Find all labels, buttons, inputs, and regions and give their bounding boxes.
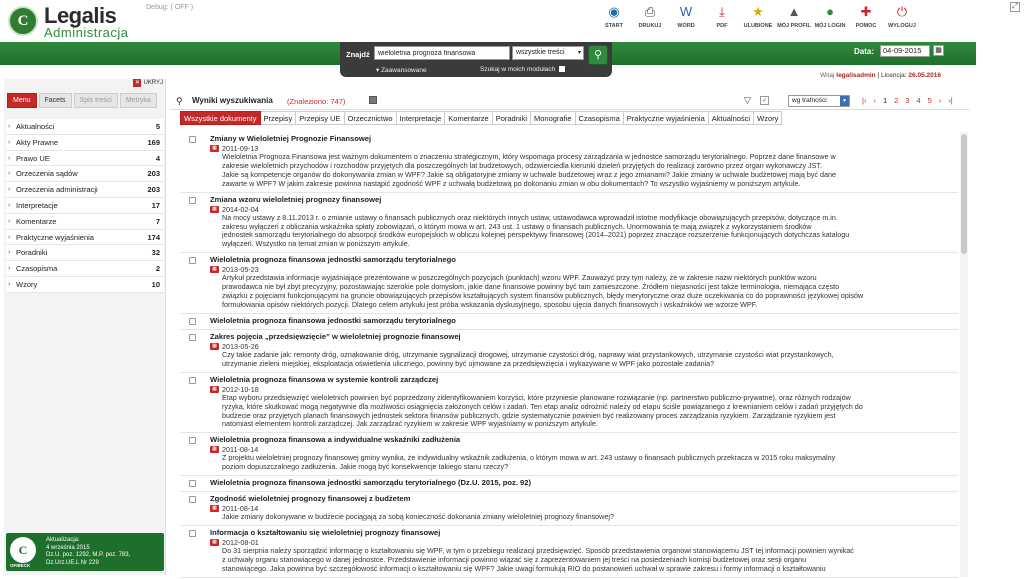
toolbar-label: START <box>605 23 623 29</box>
search-bar <box>0 42 976 74</box>
result-date-value: 2014-02-04 <box>222 204 259 214</box>
chevron-right-icon: › <box>8 249 11 257</box>
result-snippet-line: utrzymanie zieleni miejskiej, eksploatacja oświetlenia ulicznego, powinny być ujmowane za przedsięwzięcia i wykazywane w WPF jako pozostałe zadania? <box>222 358 715 368</box>
sidebar-item[interactable] <box>6 277 164 293</box>
sidebar-item[interactable] <box>6 182 164 198</box>
page-link[interactable]: 2 <box>894 96 899 105</box>
result-snippet-line: Czy takie zadanie jak: remonty dróg, oznakowanie dróg, utrzymanie sygnalizacji drogowej, utrzymanie czystości dróg, naprawy wiat przystankowych, utrzymanie czystości wiat przystankowych, <box>222 349 834 359</box>
scrollbar[interactable] <box>960 132 968 577</box>
result-date <box>210 144 958 153</box>
select-all-icon[interactable]: ✓ <box>761 98 768 104</box>
sidebar-item-count: 4 <box>155 153 160 163</box>
sidebar-item-label: Prawo UE <box>16 153 50 163</box>
result-date <box>210 538 958 547</box>
calendar-icon: ▦ <box>210 266 219 273</box>
sidebar-item[interactable] <box>6 151 164 167</box>
sidebar-item-count: 10 <box>151 279 160 289</box>
result-title[interactable]: Wieloletnia prognoza finansowa w systemie kontroli zarządczej <box>210 374 439 384</box>
publisher-logo-text: OFIBECK <box>10 563 31 568</box>
toolbar-button-pomoc[interactable] <box>848 2 884 29</box>
sidebar-tabs <box>7 93 157 108</box>
chevron-right-icon: › <box>8 170 11 178</box>
result-title[interactable]: Informacja o kształtowaniu się wieloletniej prognozy finansowej <box>210 528 441 538</box>
sidebar-item-label: Praktyczne wyjaśnienia <box>16 232 94 242</box>
result-date-value: 2011-09-13 <box>222 144 259 153</box>
result-snippet-line: poziom dopuszczalnego zadłużenia. Jakie mogą być konsekwencje takiego stanu rzeczy? <box>222 462 509 472</box>
page-link[interactable]: 4 <box>916 96 921 105</box>
chevron-right-icon: › <box>8 123 11 130</box>
result-title[interactable]: Wieloletnia prognoza finansowa a indywidualne wskaźniki zadłużenia <box>210 435 461 445</box>
result-checkbox[interactable] <box>189 197 196 204</box>
logout-icon: ⏻ <box>896 4 908 19</box>
result-snippet-line: budżecie oraz przyjętych planach finansowych jednostek sektora finansów publicznych, gdzie systematycznie powinien być realizowany proces zarządzania ryzykiem. Zarządzanie ryzykiem jest <box>222 410 836 420</box>
login-icon: ● <box>826 4 834 19</box>
toolbar-button-pdf[interactable] <box>704 2 740 29</box>
result-snippet-line: Wieloletnia Prognoza Finansowa jest ważnym dokumentem o znaczeniu strategicznym, który wspomaga procesy zarządzania w jednostce samorządu terytorialnego. Poprzez dane finansowe w <box>222 152 836 161</box>
result-checkbox[interactable] <box>189 530 196 537</box>
user-name[interactable]: legalisadmin <box>836 72 876 79</box>
toolbar-button-mój-profil[interactable] <box>776 2 812 29</box>
result-checkbox[interactable] <box>189 437 196 444</box>
toolbar-button-word[interactable] <box>668 2 704 29</box>
sidebar-item-count: 169 <box>147 137 160 147</box>
search-scope-value: wszystkie treści <box>516 49 565 56</box>
chevron-right-icon: › <box>8 201 11 209</box>
result-snippet-line: ryzyka, które skutkować mogą negatywnie dla możliwości osiągnięcia założonych celów i zadań. Ten etap analiz odrożnić należy od etapu ściśle powiązanego z krewnianiem celów i zadań przyjętych do <box>222 401 863 411</box>
sidebar <box>4 79 166 575</box>
result-date-value: 2013-05-26 <box>222 341 259 351</box>
header <box>0 0 1024 42</box>
filter-icon[interactable]: ▽ <box>744 95 751 105</box>
toolbar-button-start[interactable] <box>596 2 632 29</box>
toolbar-label: POMOC <box>855 23 877 29</box>
result-checkbox[interactable] <box>189 257 196 264</box>
sidebar-tab[interactable]: Facets <box>39 93 72 108</box>
page-link[interactable]: 1 <box>882 96 888 105</box>
sidebar-item[interactable] <box>6 198 164 214</box>
search-in-modules-option[interactable] <box>480 66 565 73</box>
chevron-right-icon: › <box>8 233 11 241</box>
update-info-text <box>46 537 130 567</box>
sidebar-list <box>6 119 164 293</box>
update-info-line: 4 września 2015 <box>46 544 90 551</box>
toolbar-label: WORD <box>677 23 695 29</box>
chevron-right-icon: › <box>8 186 11 194</box>
result-snippet-line: z uchwały organu stanowiącego w danej jednostce. Przedstawienie informacji powinno wiązać się z zaprezentowaniem jej treści na posiedzeniach komisji budżetowej oraz sesji organu <box>222 554 807 564</box>
result-date <box>210 504 958 513</box>
page-link[interactable]: ‹ <box>873 96 876 105</box>
search-scope-select[interactable] <box>512 46 584 60</box>
result-title[interactable]: Zmiana wzoru wieloletniej prognozy finansowej <box>210 194 382 204</box>
start-icon: ◉ <box>608 4 620 19</box>
results-tab[interactable]: Poradniki <box>493 111 531 125</box>
search-label: Znajdź <box>346 50 370 59</box>
results-tab[interactable]: Orzecznictwo <box>345 111 397 125</box>
sidebar-item-label: Orzeczenia administracji <box>16 185 98 195</box>
sidebar-item-label: Interpretacje <box>16 200 58 210</box>
results-tab[interactable]: Praktyczne wyjaśnienia <box>624 111 709 125</box>
result-snippet-line: Na mocy ustawy z 8.11.2013 r. o zmianie ustawy o finansach publicznych oraz niektórych innych ustaw, ustawodawca wprowadził istotne modyfikacje obowiązujących przepisów, dotyczące m.in. <box>222 212 838 222</box>
page-link[interactable]: 5 <box>927 96 932 105</box>
result-snippet-line: Jakie są kompetencje organów do dokonywania zmian w WPF? Jakie są obligatoryjne zmiany w uchwale budżetowej wraz z jego zmianami? Jakie zmiany w uchwale budżetowej mają być dane <box>222 169 837 179</box>
calendar-icon: ▦ <box>210 386 219 393</box>
result-snippet-line: wyłączeń. Wszystko na temat zmian w poniższym artykule. <box>222 239 410 249</box>
sidebar-item-count: 2 <box>155 264 160 274</box>
sidebar-item[interactable] <box>6 245 164 261</box>
sidebar-tab[interactable]: Menu <box>7 93 37 108</box>
hide-sidebar-label: UKRYJ <box>143 80 163 86</box>
result-date-value: 2011-08-14 <box>222 504 259 514</box>
printer-icon: ⎙ <box>644 4 656 19</box>
result-checkbox[interactable] <box>189 377 196 384</box>
result-item <box>180 492 958 526</box>
sidebar-item-label: Akty Prawne <box>16 137 59 147</box>
search-in-modules-label: Szukaj w moich modułach <box>480 66 556 73</box>
sidebar-item[interactable] <box>6 166 164 182</box>
page-link[interactable]: 3 <box>905 96 910 105</box>
sidebar-item-label: Komentarze <box>16 216 57 226</box>
toolbar-label: MÓJ PROFIL <box>777 23 811 29</box>
sidebar-item-count: 5 <box>155 122 160 131</box>
update-info-line: Dz.U. poz. 1292, M.P. poz. 783, <box>46 552 131 558</box>
toolbar-label: DRUKUJ <box>638 23 662 29</box>
chevron-right-icon: › <box>8 280 11 288</box>
user-info <box>820 72 941 79</box>
result-item <box>180 526 958 578</box>
user-greeting: Witaj <box>820 72 835 79</box>
pagination <box>862 96 953 105</box>
licence-label: | Licencja: <box>877 72 909 79</box>
result-item <box>180 314 958 330</box>
date-label: Data: <box>854 47 875 56</box>
result-date <box>210 445 958 454</box>
sidebar-item-count: 203 <box>147 185 160 195</box>
search-in-modules-checkbox[interactable] <box>559 66 565 72</box>
sort-value: wg trafności <box>792 97 827 104</box>
result-date-value: 2011-08-14 <box>222 445 259 455</box>
publisher-logo-icon: C <box>10 537 36 563</box>
result-snippet-line: związku z pojęciami funkcjonującymi na gruncie obowiązujących przepisów kształtujących system finansów publicznych, błędy merytoryczne oraz duże oczekiwania co do poprawności językowej opisów <box>222 291 864 301</box>
brand-logo-icon[interactable]: C <box>8 6 38 36</box>
sidebar-item-label: Poradniki <box>16 248 48 258</box>
chevron-right-icon: › <box>8 265 11 273</box>
result-date <box>210 342 958 351</box>
result-snippet-line: prawodawca nie był zbyt precyzyjny, pozostawiając szerokie pole domysłom, jakie dane finansowe powinny być tam zamieszczone. Źródłem niejasności jest także terminologia, niemająca często <box>222 282 840 292</box>
result-item <box>180 373 958 434</box>
result-title[interactable]: Zgodność wieloletniej prognozy finansowej z budżetem <box>210 494 411 504</box>
result-item <box>180 433 958 476</box>
results-tab[interactable]: Czasopisma <box>576 111 624 125</box>
calendar-icon: ▦ <box>210 145 219 152</box>
save-icon[interactable] <box>369 96 377 104</box>
toolbar-label: MÓJ LOGIN <box>814 23 846 29</box>
sidebar-tab[interactable]: Metryka <box>120 93 157 108</box>
sidebar-item-count: 203 <box>147 169 160 179</box>
result-checkbox[interactable] <box>189 496 196 503</box>
sidebar-item-count: 17 <box>151 200 160 210</box>
result-checkbox[interactable] <box>189 136 196 143</box>
result-date-value: 2012-10-18 <box>222 384 259 394</box>
word-icon: W <box>679 4 693 19</box>
toolbar-label: WYLOGUJ <box>888 23 916 29</box>
toolbar-button-mój-login[interactable] <box>812 2 848 29</box>
results-tab[interactable]: Wszystkie dokumenty <box>180 111 261 125</box>
sidebar-item-count: 32 <box>151 248 160 258</box>
update-info-line: Aktualizacja: <box>46 537 80 543</box>
result-snippet-line: jednostek samorządu terytorialnego do absorpcji środków europejskich w obliczu kolejnej perspektywy finansowej (2014–2021) poprzez znaczące rozszerzenie funkcjonujących dotychczas katalogu <box>222 230 850 240</box>
sidebar-item[interactable] <box>6 230 164 246</box>
chevron-down-icon: ▼ <box>840 96 849 106</box>
chevron-down-icon: ▾ <box>577 50 581 56</box>
chevron-right-icon: › <box>8 154 11 162</box>
result-item <box>180 132 958 193</box>
sidebar-item[interactable] <box>6 135 164 151</box>
results-tab[interactable]: Przepisy <box>261 111 297 125</box>
results-tab[interactable]: Komentarze <box>445 111 492 125</box>
expand-icon[interactable]: ⤢ <box>1010 2 1020 12</box>
result-title[interactable]: Zmiany w Wieloletniej Prognozie Finansowej <box>210 134 372 143</box>
result-snippet-line: Jakie zmiany dokonywane w budżecie pociągają za sobą konieczność dokonania zmiany wieloletniej prognozy finansowej? <box>222 512 614 522</box>
toolbar-button-drukuj[interactable] <box>632 2 668 29</box>
result-snippet-line: Artykuł przedstawia informacje wyjaśniające prezentowane w poszczególnych pozycjach (punktach) wzoru WPF. Zauważyć przy tym należy, że w zakresie nazw niektórych punktów wzoru <box>222 273 817 283</box>
update-info-panel <box>6 533 164 571</box>
results-tab[interactable]: Monografie <box>531 111 576 125</box>
close-icon: ✕ <box>134 80 140 86</box>
toolbar-label: ULUBIONE <box>743 23 773 29</box>
star-icon: ★ <box>752 4 764 19</box>
sidebar-item-label: Czasopisma <box>16 264 58 274</box>
result-date <box>210 265 958 274</box>
sidebar-item[interactable] <box>6 214 164 230</box>
results-tab[interactable]: Przepisy UE <box>296 111 344 125</box>
search-icon: ⚲ <box>593 49 603 61</box>
result-snippet-line: natomiast elementem kontroli zarządczej. Jak zarządzać ryzykiem w zakresie WPF wyjaśniamy w poniższym artykule. <box>222 419 598 429</box>
result-title[interactable]: Wieloletnia prognoza finansowa jednostki samorządu terytorialnego <box>210 255 456 265</box>
search-button[interactable] <box>588 45 608 65</box>
sort-select[interactable] <box>788 95 850 107</box>
result-item <box>180 193 958 254</box>
result-snippet-line: Z projektu wieloletniej prognozy finansowej gminy wynika, że indywidualny wskaźnik zadłużenia, o którym mowa w art. 243 ustawy o finansach publicznych przekracza w 2015 roku maksymalny <box>222 453 836 463</box>
results-title: Wyniki wyszukiwania <box>192 96 273 105</box>
main-content <box>170 92 972 579</box>
toolbar <box>596 2 920 29</box>
calendar-icon: ▦ <box>210 505 219 512</box>
result-snippet-line: zakresu wyłączeń z obliczania wskaźnika spłaty zobowiązań, o którym mowa w art. 243 ust. 1 ustawy o finansach publicznych. Unormowania te mają związek z wykorzystaniem środków <box>222 221 812 231</box>
advanced-search-toggle[interactable]: ▾ Zaawansowane <box>376 67 427 74</box>
result-date-value: 2013-05-23 <box>222 265 259 275</box>
result-date-value: 2012-08-01 <box>222 538 259 548</box>
result-snippet-line: zakresie wieloletnich przychodów i rozchodów przyjętych dla poszczególnych lat budżetowych, odzwierciedla kierunki dzieleń przyjętych do realizacji zarówno przez organ wykonawczy JST. <box>222 160 823 170</box>
result-snippet-line: formułowania opisów niektórych pozycji. Dlatego celem artykułu jest próba wskazania dyskusyjnego, sposobu ujęcia danych finansowych i wskaźników we wzorze WPF. <box>222 299 758 309</box>
sidebar-item-label: Wzory <box>16 279 38 289</box>
calendar-icon: ▦ <box>210 446 219 453</box>
date-field[interactable]: 04-09-2015 <box>880 45 930 57</box>
search-input[interactable] <box>374 46 510 60</box>
result-date <box>210 205 958 214</box>
result-item <box>180 476 958 492</box>
result-snippet-line: zawarte w WPF? W jakim zakresie powinna nastąpić zgodność WPF z uchwałą budżetową po dokonaniu zmian w obu dokumentach? To wszystko wyjaśniemy w poniższym artykule. <box>222 178 801 188</box>
search-icon: ⚲ <box>176 96 183 106</box>
page-link[interactable]: › <box>938 96 942 105</box>
hide-sidebar-button[interactable] <box>133 79 163 87</box>
result-title[interactable]: Zakres pojęcia „przedsięwzięcie” w wieloletniej prognozie finansowej <box>210 331 461 341</box>
result-checkbox[interactable] <box>189 318 196 325</box>
pdf-icon: ⤓ <box>719 4 725 19</box>
results-list <box>180 132 958 579</box>
chevron-right-icon: › <box>8 138 11 146</box>
help-icon: ✚ <box>860 4 872 19</box>
result-checkbox[interactable] <box>189 480 196 487</box>
result-title[interactable]: Wieloletnia prognoza finansowa jednostki samorządu terytorialnego (Dz.U. 2015, poz. 92) <box>210 478 532 488</box>
calendar-icon: ▦ <box>210 539 219 546</box>
results-header <box>170 92 970 110</box>
sidebar-item-count: 174 <box>147 232 160 242</box>
toolbar-button-ulubione[interactable] <box>740 2 776 29</box>
brand-subtitle: Administracja <box>44 25 129 40</box>
brand[interactable] <box>44 3 129 40</box>
result-title[interactable]: Wieloletnia prognoza finansowa jednostki samorządu terytorialnego <box>210 315 456 325</box>
calendar-icon: ▦ <box>210 206 219 213</box>
result-date <box>210 385 958 394</box>
update-info-line: Dz.Urz.UE.L Nr 229 <box>46 559 99 566</box>
results-tab[interactable]: Aktualności <box>709 111 754 125</box>
toolbar-label: PDF <box>716 23 728 29</box>
result-checkbox[interactable] <box>189 334 196 341</box>
scrollbar-thumb[interactable] <box>961 134 967 254</box>
profile-icon: ▲ <box>787 4 801 19</box>
licence-date: 26.05.2016 <box>908 72 941 79</box>
results-tab[interactable]: Wzory <box>754 111 782 125</box>
result-snippet-line: stanowiącego. Jaka powinna być szczegółowość informacji o kształtowaniu się WPF? Jakie uwagi formułują RIO do postanowień uchwał w sprawie zakresu i formy informacji o kształtowaniu <box>222 563 826 573</box>
search-panel <box>340 42 612 77</box>
result-item <box>180 253 958 314</box>
result-item <box>180 330 958 373</box>
sidebar-item-count: 7 <box>155 216 160 226</box>
sidebar-item-label: Orzeczenia sądów <box>16 169 78 179</box>
results-tab[interactable]: Interpretacje <box>397 111 446 125</box>
calendar-icon[interactable]: ▦ <box>933 45 944 56</box>
sidebar-item-label: Aktualności <box>16 122 55 131</box>
page-link[interactable]: |‹ <box>862 96 867 105</box>
calendar-icon: ▦ <box>210 343 219 350</box>
chevron-right-icon: › <box>8 217 11 225</box>
sidebar-item[interactable] <box>6 119 164 135</box>
sidebar-tab[interactable]: Spis treści <box>74 93 118 108</box>
result-snippet-line: Do 31 sierpnia należy sporządzić informację o kształtowaniu się WPF, w tym o przebiegu realizacji przedsięwzięć. Sposób przedstawienia organowi stanowiącemu JST tej informacji powinien wynikać <box>222 546 854 556</box>
toolbar-button-wyloguj[interactable] <box>884 2 920 29</box>
result-snippet-line: Etap wyboru przedsięwzięć wieloletnich powinien być poprzedzony zidentyfikowaniem korzyści, które przyniesie planowane rozwiązanie (np. partnerstwo publiczno-prywatne), oraz różnych rodzajów <box>222 392 851 402</box>
page-link[interactable]: ›| <box>948 96 953 105</box>
debug-status: Debug: ( OFF ) <box>146 4 194 11</box>
results-count: (Znaleziono: 747) <box>287 97 346 106</box>
brand-name: Legalis <box>44 3 117 28</box>
sidebar-item[interactable] <box>6 261 164 277</box>
document-type-tabs <box>180 111 782 125</box>
